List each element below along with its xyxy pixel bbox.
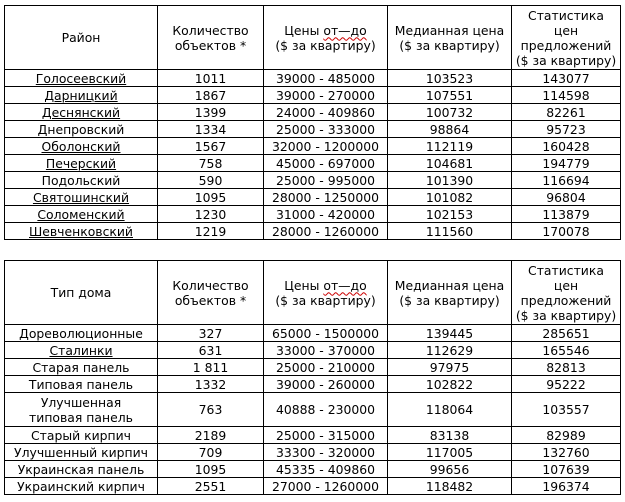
house-type-stat: 132760 (512, 444, 621, 461)
district-range: 32000 - 1200000 (264, 138, 388, 155)
district-range: 25000 - 333000 (264, 121, 388, 138)
house-type-median: 97975 (388, 359, 512, 376)
district-stat: 95723 (512, 121, 621, 138)
district-name-text: Дарницкий (44, 87, 118, 103)
house-type-stat: 107639 (512, 461, 621, 478)
house-type-name: Украинский кирпич (5, 478, 158, 495)
house-type-range: 27000 - 1260000 (264, 478, 388, 495)
district-name-text: Деснянский (41, 104, 121, 120)
house-type-count: 2551 (158, 478, 264, 495)
header-stat-line4: ($ за квартиру) (515, 52, 617, 68)
header-price-range (264, 261, 388, 325)
housing-types-table (4, 260, 621, 495)
house-type-name: Старая панель (5, 359, 158, 376)
district-count: 1011 (158, 70, 264, 87)
district-name-text: Шевченковский (29, 223, 133, 239)
house-type-median: 102822 (388, 376, 512, 393)
house-type-stat: 82989 (512, 427, 621, 444)
header-stat-line1: Статистика (528, 262, 604, 278)
district-median: 102153 (388, 206, 512, 223)
house-type-count: 709 (158, 444, 264, 461)
district-median: 103523 (388, 70, 512, 87)
header-median-line1: Медианная цена (394, 22, 505, 38)
table-row (5, 325, 621, 342)
house-type-stat: 82813 (512, 359, 621, 376)
header-price-range-line1b: от—до (323, 22, 367, 38)
header-price-range (264, 6, 388, 70)
house-type-stat: 103557 (512, 393, 621, 427)
house-type-stat: 285651 (512, 325, 621, 342)
house-type-count: 1095 (158, 461, 264, 478)
header-count-line2: объектов * (174, 292, 247, 308)
header-price-range-line2: ($ за квартиру) (275, 292, 376, 308)
district-range: 31000 - 420000 (264, 206, 388, 223)
house-type-median: 118064 (388, 393, 512, 427)
house-type-range: 65000 - 1500000 (264, 325, 388, 342)
table-row (5, 444, 621, 461)
district-stat: 113879 (512, 206, 621, 223)
house-type-name (5, 393, 158, 427)
district-count: 1219 (158, 223, 264, 240)
district-range: 25000 - 995000 (264, 172, 388, 189)
house-type-count: 1332 (158, 376, 264, 393)
house-type-range: 33300 - 320000 (264, 444, 388, 461)
house-type-name: Старый кирпич (5, 427, 158, 444)
district-name (5, 121, 158, 138)
table-row (5, 138, 621, 155)
table-row (5, 121, 621, 138)
district-range: 28000 - 1260000 (264, 223, 388, 240)
header-median-line1: Медианная цена (394, 277, 505, 293)
house-type-name: Украинская панель (5, 461, 158, 478)
header-stat (512, 6, 621, 70)
header-price-range-line1a: Цены (284, 22, 324, 38)
table-row (5, 87, 621, 104)
district-median: 100732 (388, 104, 512, 121)
house-type-stat: 95222 (512, 376, 621, 393)
district-stat: 160428 (512, 138, 621, 155)
house-type-name: Типовая панель (5, 376, 158, 393)
district-name (5, 104, 158, 121)
header-stat-line2: цен (553, 22, 579, 38)
house-type-count: 1 811 (158, 359, 264, 376)
table-row (5, 172, 621, 189)
house-type-range: 40888 - 230000 (264, 393, 388, 427)
district-name-text: Голосеевский (35, 70, 127, 86)
header-stat-line3: предложений (520, 37, 612, 53)
district-name (5, 206, 158, 223)
housing-header-row (5, 261, 621, 325)
header-district-label: Район (61, 30, 101, 45)
district-stat: 116694 (512, 172, 621, 189)
district-name (5, 138, 158, 155)
table-row (5, 376, 621, 393)
district-range: 39000 - 270000 (264, 87, 388, 104)
district-count: 758 (158, 155, 264, 172)
house-type-median: 112629 (388, 342, 512, 359)
district-name (5, 223, 158, 240)
header-median-line2: ($ за квартиру) (399, 37, 500, 53)
house-type-range: 39000 - 260000 (264, 376, 388, 393)
district-name (5, 87, 158, 104)
table-row (5, 478, 621, 495)
header-house-type-label: Тип дома (50, 285, 112, 300)
district-count: 590 (158, 172, 264, 189)
table-row (5, 189, 621, 206)
header-house-type (5, 261, 158, 325)
header-count (158, 261, 264, 325)
house-type-range: 25000 - 315000 (264, 427, 388, 444)
district-median: 101082 (388, 189, 512, 206)
house-type-name-text: Сталинки (49, 342, 113, 358)
house-type-count: 2189 (158, 427, 264, 444)
house-type-name: Дореволюционные (5, 325, 158, 342)
district-name-text: Печерский (45, 155, 117, 171)
header-stat (512, 261, 621, 325)
district-name-text: Святошинский (32, 189, 130, 205)
district-median: 98864 (388, 121, 512, 138)
header-count-line2: объектов * (174, 37, 247, 53)
district-count: 1334 (158, 121, 264, 138)
district-median: 101390 (388, 172, 512, 189)
house-type-range: 33000 - 370000 (264, 342, 388, 359)
header-median (388, 6, 512, 70)
district-count: 1567 (158, 138, 264, 155)
table-row (5, 393, 621, 427)
table-row (5, 206, 621, 223)
district-name (5, 172, 158, 189)
house-type-range: 25000 - 210000 (264, 359, 388, 376)
house-type-name (5, 342, 158, 359)
district-stat: 114598 (512, 87, 621, 104)
district-median: 111560 (388, 223, 512, 240)
table-row (5, 70, 621, 87)
district-name (5, 155, 158, 172)
header-median-line2: ($ за квартиру) (399, 292, 500, 308)
district-range: 39000 - 485000 (264, 70, 388, 87)
house-type-median: 139445 (388, 325, 512, 342)
header-district (5, 6, 158, 70)
district-name (5, 70, 158, 87)
house-type-stat: 165546 (512, 342, 621, 359)
house-type-median: 83138 (388, 427, 512, 444)
district-name (5, 189, 158, 206)
districts-table (4, 5, 621, 240)
house-type-name-line1: Улучшенная (40, 394, 122, 410)
district-name-text: Днепровский (37, 121, 125, 137)
header-count-line1: Количество (172, 277, 249, 293)
districts-header-row (5, 6, 621, 70)
header-median (388, 261, 512, 325)
header-stat-line1: Статистика (528, 7, 604, 23)
header-stat-line4: ($ за квартиру) (515, 307, 617, 323)
table-row (5, 359, 621, 376)
header-price-range-line2: ($ за квартиру) (275, 37, 376, 53)
district-name-text: Оболонский (41, 138, 121, 154)
house-type-median: 117005 (388, 444, 512, 461)
district-median: 112119 (388, 138, 512, 155)
district-range: 28000 - 1250000 (264, 189, 388, 206)
house-type-count: 763 (158, 393, 264, 427)
district-stat: 170078 (512, 223, 621, 240)
district-count: 1230 (158, 206, 264, 223)
district-range: 24000 - 409860 (264, 104, 388, 121)
district-count: 1095 (158, 189, 264, 206)
header-stat-line2: цен (553, 277, 579, 293)
district-stat: 194779 (512, 155, 621, 172)
house-type-name-line2: типовая панель (29, 409, 133, 425)
house-type-stat: 196374 (512, 478, 621, 495)
header-stat-line3: предложений (520, 292, 612, 308)
district-count: 1867 (158, 87, 264, 104)
district-name-text: Соломенский (37, 206, 125, 222)
house-type-count: 327 (158, 325, 264, 342)
header-count-line1: Количество (172, 22, 249, 38)
district-stat: 82261 (512, 104, 621, 121)
district-median: 107551 (388, 87, 512, 104)
house-type-range: 45335 - 409860 (264, 461, 388, 478)
district-range: 45000 - 697000 (264, 155, 388, 172)
district-count: 1399 (158, 104, 264, 121)
table-row (5, 223, 621, 240)
house-type-count: 631 (158, 342, 264, 359)
district-median: 104681 (388, 155, 512, 172)
table-row (5, 427, 621, 444)
header-count (158, 6, 264, 70)
district-name-text: Подольский (41, 172, 121, 188)
house-type-median: 118482 (388, 478, 512, 495)
table-row (5, 155, 621, 172)
table-row (5, 461, 621, 478)
house-type-median: 99656 (388, 461, 512, 478)
house-type-name: Улучшенный кирпич (5, 444, 158, 461)
header-price-range-line1a: Цены (284, 277, 324, 293)
header-price-range-line1b: от—до (323, 277, 367, 293)
table-row (5, 342, 621, 359)
district-stat: 96804 (512, 189, 621, 206)
district-stat: 143077 (512, 70, 621, 87)
table-row (5, 104, 621, 121)
